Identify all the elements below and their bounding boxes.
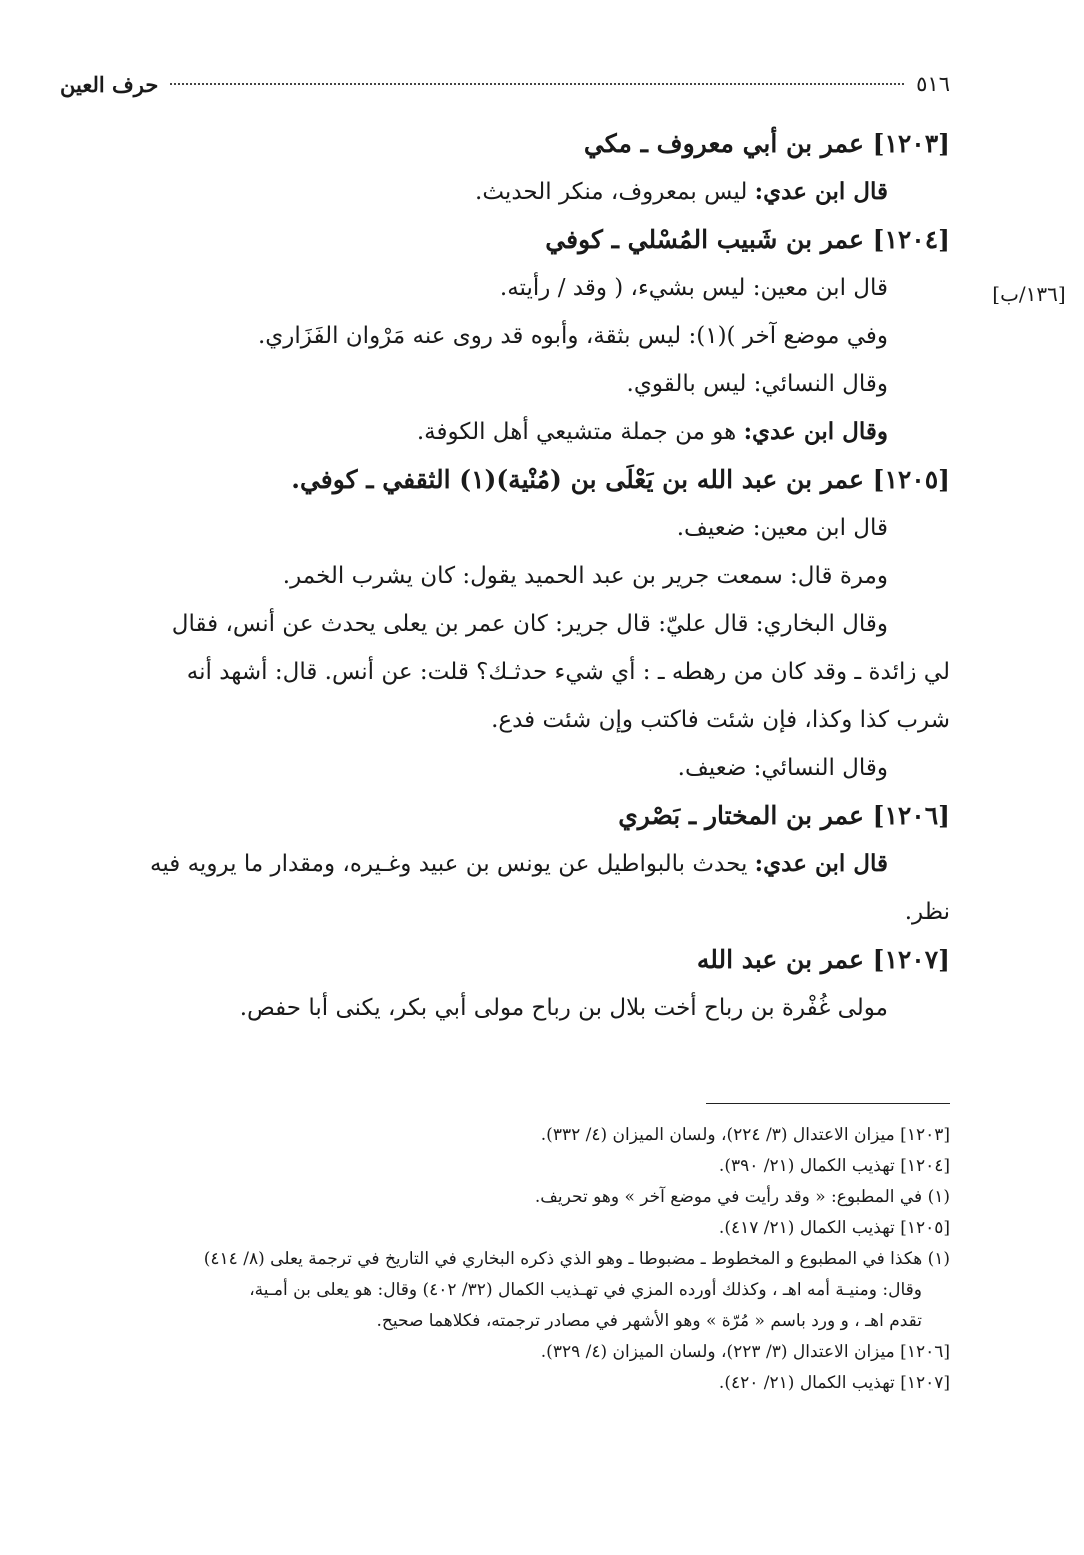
text-line: وقال ابن عدي: هو من جملة متشيعي أهل الكوفة. xyxy=(416,418,888,445)
footnote-line: [١٢٠٧] تهذيب الكمال (٢١/ ٤٢٠). xyxy=(718,1373,950,1393)
main-text xyxy=(60,120,950,1032)
text-line: وفي موضع آخر )(١): ليس بثقة، وأبوه قد روى عنه مَرْوان الفَزَاري. xyxy=(257,323,888,349)
text-line: قال ابن عدي: يحدث بالبواطيل عن يونس بن عبيد وغـيره، ومقدار ما يرويه فيه xyxy=(150,850,888,877)
manuscript-folio-note: [١٣٦/ب] xyxy=(992,282,1066,306)
footnote-line: [١٢٠٦] ميزان الاعتدال (٣/ ٢٢٣)، ولسان الميزان (٤/ ٣٢٩). xyxy=(540,1342,950,1362)
entry-heading-1204: [١٢٠٤] عمر بن شَبيب المُسْلي ـ كوفي xyxy=(545,225,950,254)
footnote-line: [١٢٠٤] تهذيب الكمال (٢١/ ٣٩٠). xyxy=(718,1156,950,1176)
text-line: ومرة قال: سمعت جرير بن عبد الحميد يقول: كان يشرب الخمر. xyxy=(282,563,888,589)
footnote-line: (١) هكذا في المطبوع و المخطوط ـ مضبوطا ـ وهو الذي ذكره البخاري في التاريخ في ترجمة يعلى (٨/ ٤١٤) xyxy=(203,1249,950,1269)
page-number: ٥١٦ xyxy=(916,72,950,96)
footnote-line: وقال: ومنيـة أمه اهـ ، وكذلك أورده المزي في تهـذيب الكمال (٣٢/ ٤٠٢) وقال: هو يعلى بن أمـية، xyxy=(249,1280,922,1300)
text-line: مولى غُفْرة بن رباح أخت بلال بن رباح مولى أبي بكر، يكنى أبا حفص. xyxy=(239,995,888,1021)
footnote-line: تقدم اهـ ، و ورد باسم « مُرّة » وهو الأشهر في مصادر ترجمته، فكلاهما صحيح. xyxy=(376,1311,922,1331)
entry-heading-1207: [١٢٠٧] عمر بن عبد الله xyxy=(696,945,950,974)
text-line: وقال البخاري: قال عليّ: قال جرير: كان عمر بن يعلى يحدث عن أنس، فقال xyxy=(171,611,888,637)
entry-heading-1203: [١٢٠٣] عمر بن أبي معروف ـ مكي xyxy=(583,129,950,158)
text-line: لي زائدة ـ وقد كان من رهطه ـ : أي شيء حدثـك؟ قلت: عن أنس. قال: أشهد أنه xyxy=(186,659,950,685)
text-line: قال ابن معين: ليس بشيء، ( وقد / رأيته. xyxy=(499,275,888,301)
footnote-separator xyxy=(706,1103,950,1104)
text-line: نظر. xyxy=(904,899,950,925)
text-line: قال ابن عدي: ليس بمعروف، منكر الحديث. xyxy=(475,178,888,205)
entry-heading-1205: [١٢٠٥] عمر بن عبد الله بن يَعْلَى بن (مُنْية)(١) الثقفي ـ كوفي. xyxy=(291,465,950,494)
footnote-line: [١٢٠٥] تهذيب الكمال (٢١/ ٤١٧). xyxy=(718,1218,950,1238)
running-header xyxy=(60,66,950,102)
text-line: قال ابن معين: ضعيف. xyxy=(676,515,888,541)
chapter-title: حرف العين xyxy=(60,71,159,97)
entry-heading-1206: [١٢٠٦] عمر بن المختار ـ بَصْري xyxy=(618,801,950,830)
footnotes xyxy=(60,1120,950,1399)
footnote-line: (١) في المطبوع: « وقد رأيت في موضع آخر » وهو تحريف. xyxy=(534,1187,950,1207)
text-line: وقال النسائي: ليس بالقوي. xyxy=(626,371,888,397)
footnote-line: [١٢٠٣] ميزان الاعتدال (٣/ ٢٢٤)، ولسان الميزان (٤/ ٣٣٢). xyxy=(540,1125,950,1145)
text-line: شرب كذا وكذا، فإن شئت فاكتب وإن شئت فدع. xyxy=(491,707,950,733)
header-dotted-rule xyxy=(170,83,904,85)
text-line: وقال النسائي: ضعيف. xyxy=(677,755,888,781)
